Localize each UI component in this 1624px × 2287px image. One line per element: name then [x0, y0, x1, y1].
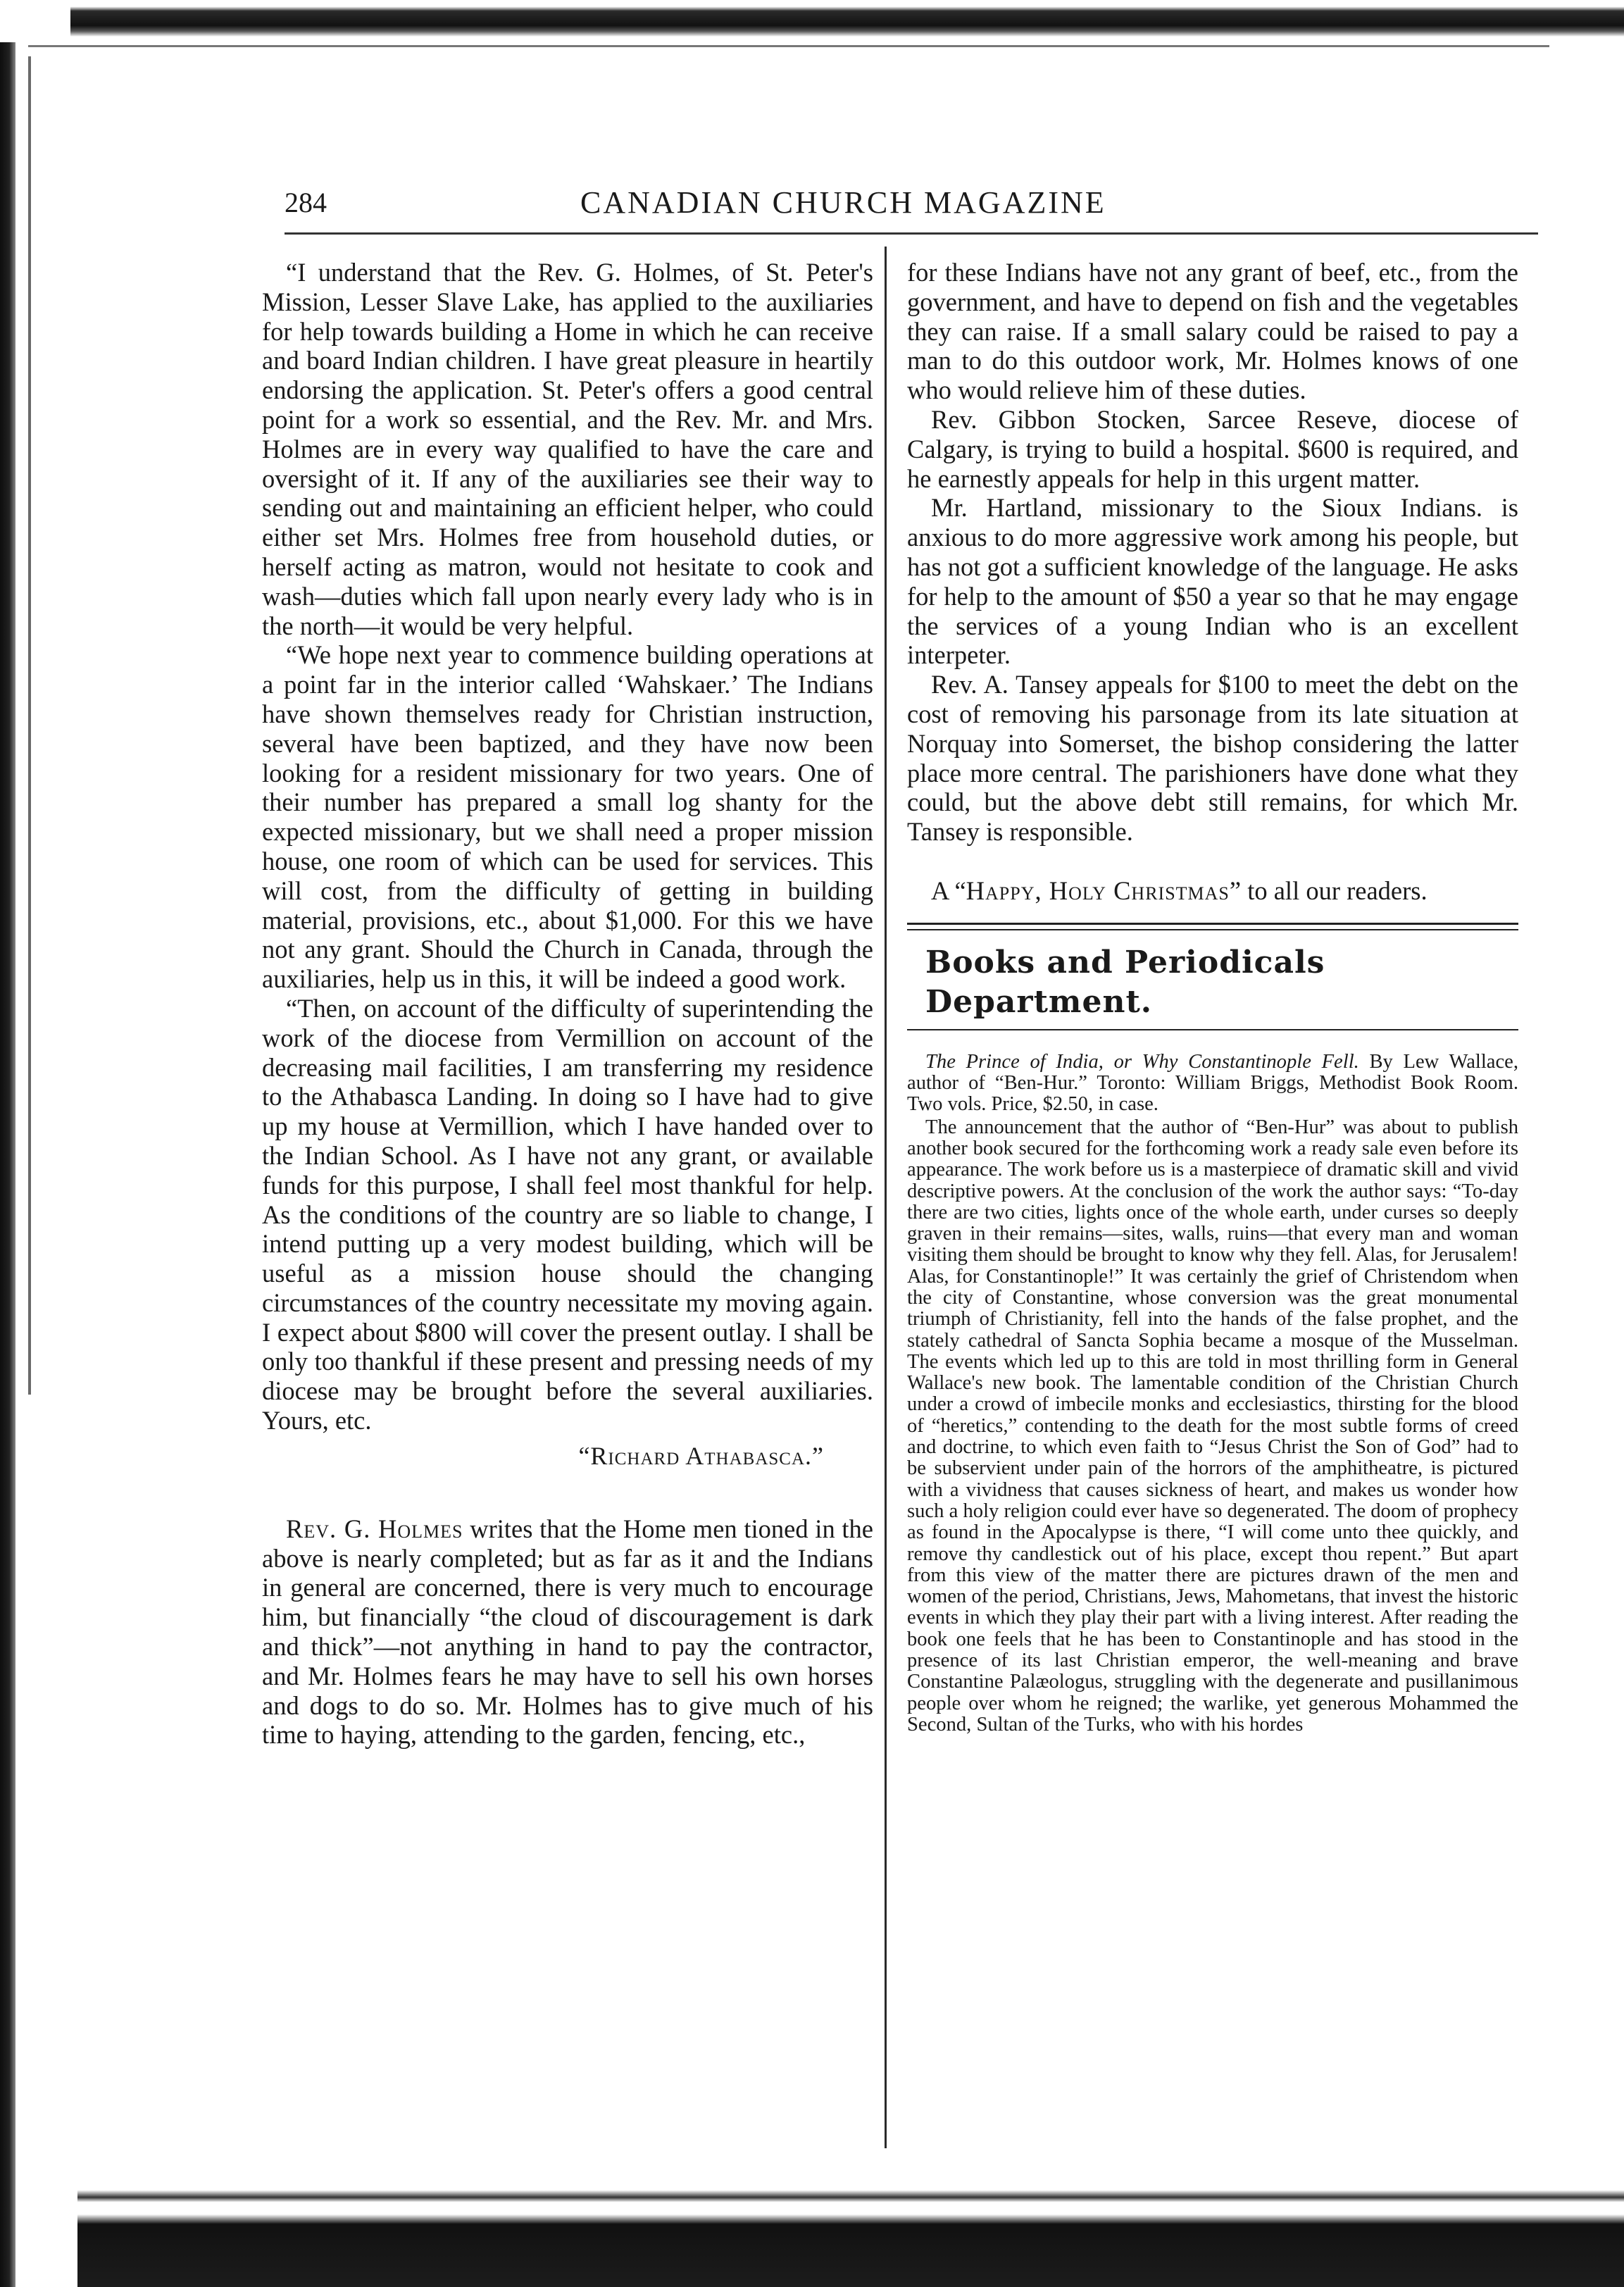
header-rule [285, 232, 1538, 235]
holmes-text: writes that the Home men tioned in the above is nearly completed; but as far as it and the Indians in general are concerned, there is very much to encourage him, but financially “the cloud of discouragement is dark and thick”—not anything in hand to pay the contractor, and Mr. Holmes fears he may have to sell his own horses and dogs to do so. Mr. Holmes has to give much of his time to haying, attending to the garden, fencing, etc., [262, 1514, 873, 1750]
holmes-lead: Rev. G. Holmes [286, 1514, 463, 1543]
continued-paragraph: for these Indians have not any grant of beef, etc., from the government, and have to depend on fish and the vegetables they can raise. If a small salary could be raised to pay a man to do this outdoor work, Mr. Holmes knows of one who would relieve him of these duties. [907, 258, 1518, 405]
christmas-greeting [907, 876, 1518, 906]
section-gap [262, 1471, 873, 1514]
letter-signature: “Richard Athabasca.” [578, 1441, 824, 1470]
letter-paragraph-3: “Then, on account of the difficulty of superintending the work of the diocese from Vermillion on account of the decreasing mail facilities, I am transferring my residence to the Athabasca Landing. In doing so I have had to give up my house at Vermillion, which I have handed over to the Indian School. As I have not any grant, or available funds for this purpose, I shall feel most thankful for help. As the conditions of the country are so liable to change, I intend putting up a very modest building, which will be useful as a mission house should the changing circumstances of the country necessitate my moving again. I expect about $800 will cover the present outlay. I shall be only too thankful if these present and pressing needs of my diocese may be brought before the several auxiliaries. Yours, etc. [262, 993, 873, 1435]
scan-edge-bottom [77, 2166, 1624, 2287]
book-review [907, 1052, 1518, 1736]
right-column [907, 258, 1518, 1735]
department-rule-bottom [907, 1029, 1518, 1030]
scan-edge-line [28, 45, 1549, 47]
running-title: CANADIAN CHURCH MAGAZINE [580, 185, 1106, 220]
page-number: 284 [285, 187, 327, 218]
letter-paragraph-1: “I understand that the Rev. G. Holmes, of St. Peter's Mission, Lesser Slave Lake, has applied to the auxiliaries for help towards building a Home in which he can receive and board Indian children. I have great pleasure in heartily endorsing the application. St. Peter's offers a good central point for a work so essential, and the Rev. Mr. and Mrs. Holmes are in every way qualified to have the care and oversight of it. If any of the auxiliaries see their way to sending out and maintaining an efficient helper, who could either set Mrs. Holmes free from household duties, or herself acting as matron, would not hesitate to cook and wash—duties which fall upon nearly every lady who is in the north—it would be very helpful. [262, 258, 873, 640]
scan-edge-top [70, 0, 1624, 37]
stocken-paragraph: Rev. Gibbon Stocken, Sarcee Reseve, diocese of Calgary, is trying to build a hospital. $600 is required, and he earnestly appeals for help in this urgent matter. [907, 404, 1518, 493]
tansey-paragraph: Rev. A. Tansey appeals for $100 to meet the debt on the cost of removing his parsonage from its late situation at Norquay into Somerset, the bishop considering the latter place more central. The parishioners have done what they could, but the above debt still remains, for which Mr. Tansey is responsible. [907, 670, 1518, 847]
book-citation [907, 1052, 1518, 1116]
holmes-paragraph [262, 1514, 873, 1750]
department-rule-top [907, 923, 1518, 930]
page-header [285, 182, 1538, 231]
letter-paragraph-2: “We hope next year to commence building operations at a point far in the interior called ‘Wahskaer.’ The Indians have shown themselves ready for Christian instruction, several have been baptized, and they have now been looking for a resident missionary for two years. One of their number has prepared a small log shanty for the expected missionary, but we shall need a proper mission house, one room of which can be used for services. This will cost, from the difficulty of getting in building material, provisions, etc., about $1,000. For this we have not any grant. Should the Church in Canada, through the auxiliaries, help us in this, it will be indeed a good work. [262, 640, 873, 994]
greeting-smallcaps: Happy, Holy Christmas [966, 875, 1230, 905]
department-heading: Books and Periodicals Department. [925, 944, 1325, 1020]
greeting-post: ” to all our readers. [1229, 875, 1428, 905]
book-citation-text: By Lew Wallace, author of “Ben-Hur.” Toronto: William Briggs, Methodist Book Room. Two vols. Price, $2.50, in case. [907, 1050, 1518, 1116]
review-body: The announcement that the author of “Ben-Hur” was about to publish another book secured for the forthcoming work a ready sale even before its appearance. The work before us is a masterpiece of dramatic skill and vivid descriptive powers. At the conclusion of the work the author says: “To-day there are two cities, lights once of the whole earth, under curses so deeply graven in their remains—sites, walls, ruins—that every man and woman visiting them should be brought to know why they fell. Alas, for Jerusalem! Alas, for Constantinople!” It was certainly the grief of Christendom when the city of Constantine, whose conversion was the great monumental triumph of Christianity, fell into the hands of the false prophet, and the stately cathedral of Sancta Sophia became a mosque of the Musselman. The events which led up to this are told in most thrilling form in General Wallace's new book. The lamentable condition of the Christian Church under a crowd of imbecile monks and ecclesiastics, thirsting for the blood of “heretics,” contending to the death for the most subtle forms of creed and doctrine, to which even faith to “Jesus Christ the Son of God” had to be subservient under pain of the horrors of the amphitheatre, is pictured with a vividness that causes sickness of heart, and makes us wonder how such a holy religion could ever have so degenerated. The doom of prophecy as found in the Apocalypse is there, “I will come unto thee quickly, and remove thy candlestick out of his place, except thou repent.” But apart from this view of the matter there are pictures drawn of the men and women of the period, Christians, Jews, Mahometans, that invest the historic events in which they play their part with a living interest. After reading the book one feels that he has been to Constantinople and has stood in the presence of its last Christian emperor, the well-meaning and brave Constantine Palæologus, struggling with the degenerate and pusillanimous people over whom he reigned; the warlike, yet generous Mohammed the Second, Sultan of the Turks, who with his hordes [907, 1116, 1518, 1735]
left-column [262, 258, 873, 1750]
scan-edge-left-line [28, 56, 31, 1395]
column-divider [885, 247, 887, 2148]
greeting-pre: A “ [931, 875, 966, 905]
book-title: The Prince of India, or Why Constantinople Fell. [925, 1050, 1359, 1073]
hartland-paragraph: Mr. Hartland, missionary to the Sioux Indians. is anxious to do more aggressive work among his people, but has not got a sufficient knowledge of the language. He asks for help to the amount of $50 a year so that he may engage the services of a young Indian who is an excellent interpeter. [907, 493, 1518, 670]
scan-edge-left [0, 42, 15, 2287]
